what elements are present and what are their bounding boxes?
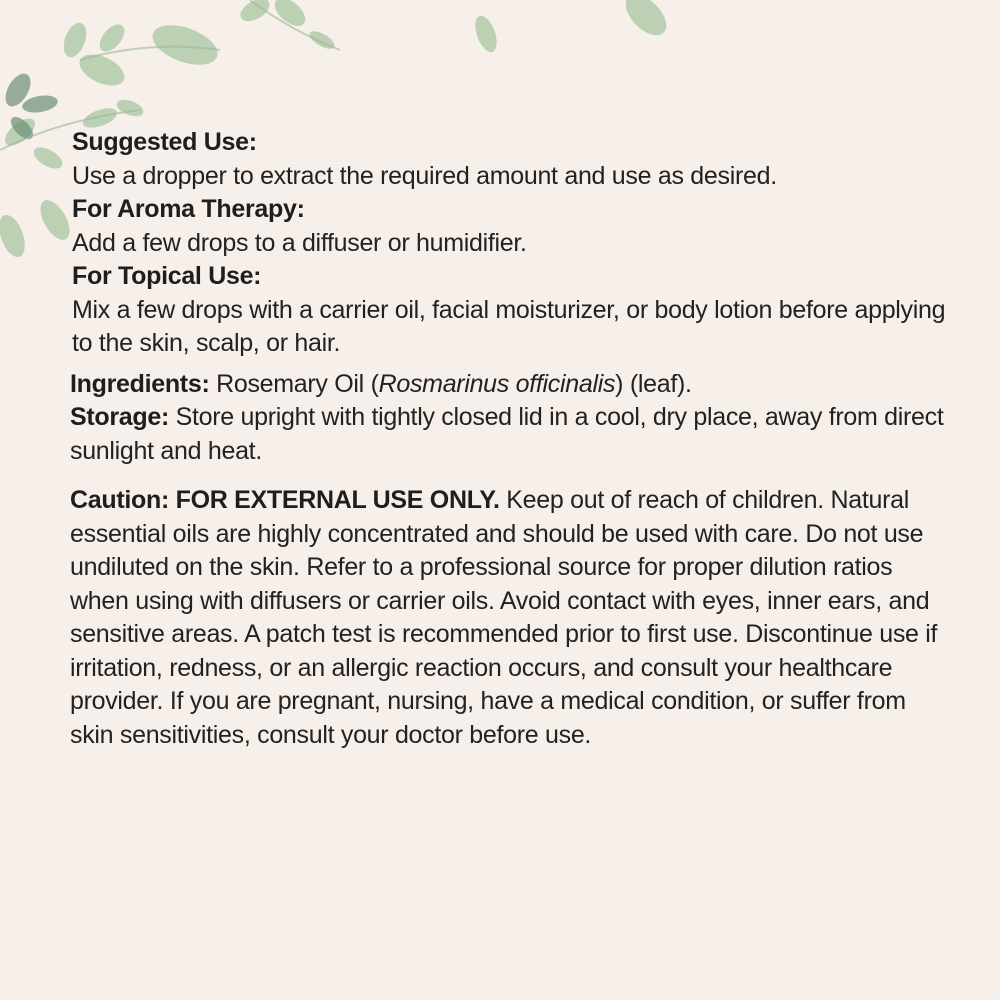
aroma-therapy-text: Add a few drops to a diffuser or humidifier. [72,228,527,257]
caution-label: Caution: FOR EXTERNAL USE ONLY. [70,486,500,514]
caution-text: Keep out of reach of children. Natural essential oils are highly concentrated and should be used with care. Do not use undiluted on the skin. Refer to a professional source for proper dilution ratios when using with diffusers or carrier oils. Avoid contact with eyes, inner ears, and sensitive areas. A patch test is recommended prior to first use. Discontinue use if irritation, redness, or an allergic reaction occurs, and consult your healthcare provider. If you are pregnant, nursing, have a medical condition, or suffer from skin sensitivities, consult your doctor before use. [70,486,938,749]
storage-text: Store upright with tightly closed lid in a cool, dry place, away from direct sunlight and heat. [70,403,944,465]
ingredients-text-before: Rosemary Oil ( [209,369,379,398]
ingredients-text-after: ) (leaf). [615,369,692,398]
storage-label: Storage: [70,403,170,431]
ingredients-latin-name: Rosmarinus officinalis [378,369,616,398]
caution-paragraph [70,484,950,752]
storage-line [70,401,950,468]
product-info-text [70,126,950,752]
ingredients-line [70,368,950,402]
suggested-use-text: Use a dropper to extract the required amount and use as desired. [72,161,777,190]
aroma-therapy-heading: For Aroma Therapy: [72,195,305,223]
suggested-use-heading: Suggested Use: [72,128,257,156]
topical-use-heading: For Topical Use: [72,262,262,290]
ingredients-label: Ingredients: [70,369,210,398]
topical-use-text: Mix a few drops with a carrier oil, facial moisturizer, or body lotion before applying to the skin, scalp, or hair. [72,295,946,357]
